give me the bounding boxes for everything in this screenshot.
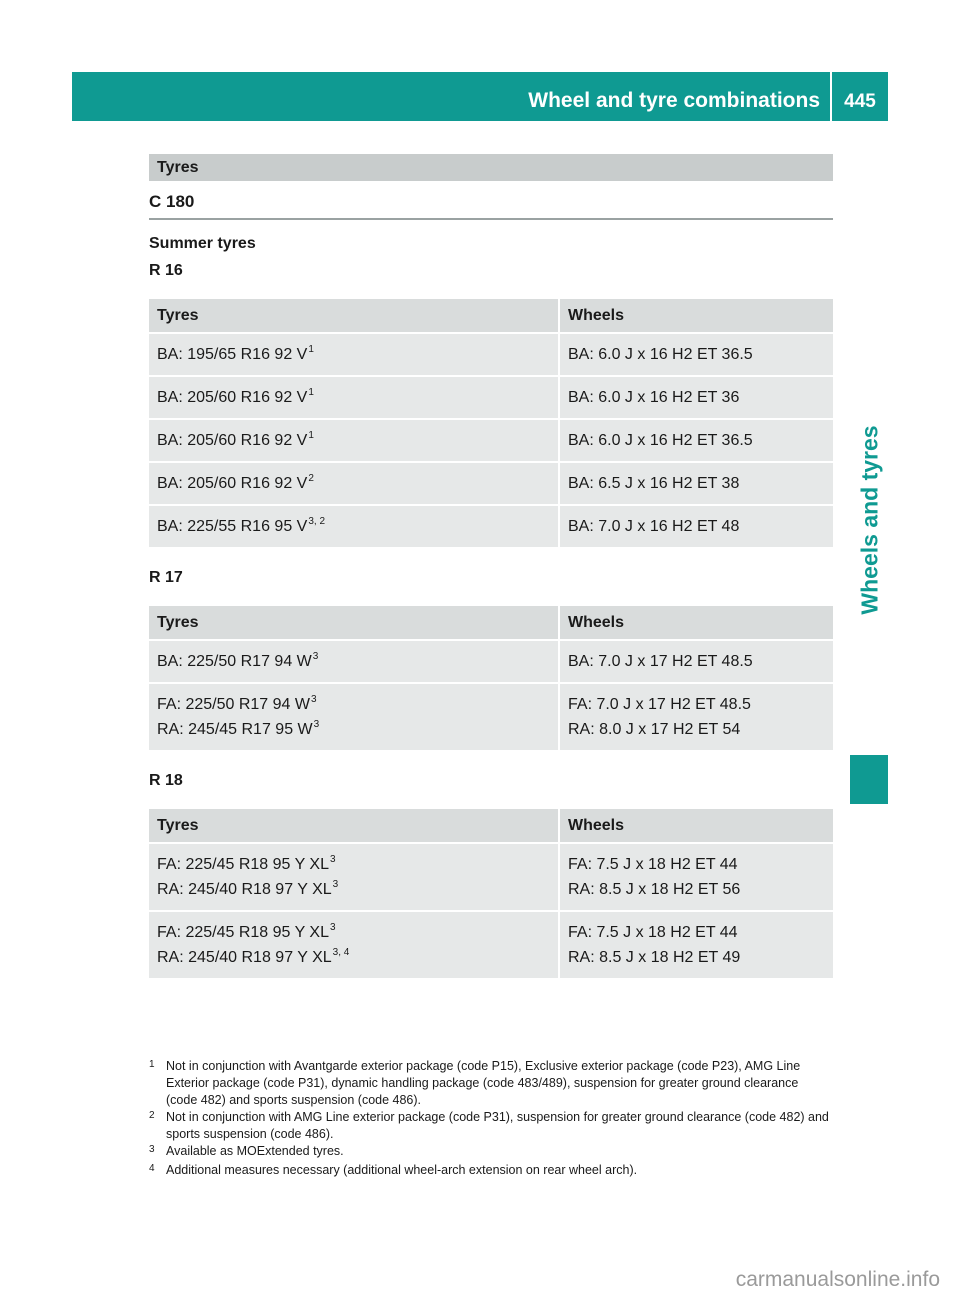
tyre-size — [157, 428, 550, 453]
footnote-ref: 3 — [332, 879, 339, 890]
footnotes — [149, 1058, 833, 1179]
header-bar — [72, 72, 888, 121]
tyre-size — [157, 471, 550, 496]
side-tab-label: Wheels and tyres — [856, 425, 883, 615]
tyre-size-text: BA: 225/55 R16 95 V — [157, 518, 308, 535]
footnote-number: 1 — [149, 1059, 155, 1070]
table-row — [149, 640, 833, 683]
wheel-cell — [559, 333, 833, 376]
tyre-size — [157, 385, 550, 410]
column-header-wheels: Wheels — [559, 606, 833, 640]
wheel-cell — [559, 843, 833, 911]
tyre-size — [157, 877, 550, 902]
tyre-size-text: RA: 245/40 R18 97 Y XL — [157, 881, 332, 898]
tyre-size-text: BA: 205/60 R16 92 V — [157, 432, 308, 449]
wheel-size: BA: 6.0 J x 16 H2 ET 36.5 — [568, 346, 753, 363]
rim-heading-r17: R 17 — [149, 569, 183, 586]
wheel-size: BA: 7.0 J x 17 H2 ET 48.5 — [568, 653, 753, 670]
tyre-size-text: FA: 225/45 R18 95 Y XL — [157, 856, 329, 873]
wheel-cell — [559, 376, 833, 419]
footnote — [149, 1162, 833, 1179]
wheel-cell — [559, 462, 833, 505]
table-header-row — [149, 299, 833, 333]
footnote-text: Not in conjunction with AMG Line exterior package (code P31), suspension for greater ground clearance (code 482) and sports suspension (code 486). — [166, 1110, 829, 1141]
tyre-cell — [149, 911, 559, 979]
footnote — [149, 1143, 833, 1160]
footnote-ref: 1 — [308, 430, 314, 441]
tyre-size-text: FA: 225/45 R18 95 Y XL — [157, 924, 329, 941]
table-row — [149, 843, 833, 911]
wheel-cell — [559, 505, 833, 548]
footnote-text: Additional measures necessary (additional wheel-arch extension on rear wheel arch). — [166, 1163, 638, 1177]
tyre-size — [157, 920, 550, 945]
wheel-cell — [559, 683, 833, 751]
table-row — [149, 911, 833, 979]
tyre-size — [157, 514, 550, 539]
tyre-cell — [149, 683, 559, 751]
watermark: carmanualsonline.info — [735, 1268, 940, 1291]
wheel-size: FA: 7.5 J x 18 H2 ET 44 — [568, 856, 738, 873]
wheel-size: RA: 8.0 J x 17 H2 ET 54 — [568, 721, 741, 738]
wheel-cell — [559, 911, 833, 979]
column-header-wheels: Wheels — [559, 299, 833, 333]
footnote — [149, 1109, 833, 1143]
wheel-size: RA: 8.5 J x 18 H2 ET 49 — [568, 949, 741, 966]
tyre-size-text: RA: 245/40 R18 97 Y XL — [157, 949, 332, 966]
wheel-size: FA: 7.5 J x 18 H2 ET 44 — [568, 924, 738, 941]
table-header-row — [149, 606, 833, 640]
tyre-cell — [149, 462, 559, 505]
tyre-size-text: RA: 245/45 R17 95 W — [157, 721, 313, 738]
tyre-table-r17 — [149, 606, 833, 752]
wheel-size: BA: 6.0 J x 16 H2 ET 36.5 — [568, 432, 753, 449]
tyre-size-text: BA: 195/65 R16 92 V — [157, 346, 308, 363]
footnote-ref: 1 — [308, 344, 314, 355]
tyre-size — [157, 649, 550, 674]
page-number: 445 — [844, 91, 876, 112]
tyre-size — [157, 342, 550, 367]
footnote-number: 4 — [149, 1163, 155, 1174]
table-row — [149, 462, 833, 505]
tyre-size-text: BA: 225/50 R17 94 W — [157, 653, 312, 670]
tyre-cell — [149, 505, 559, 548]
tyre-cell — [149, 843, 559, 911]
footnote-number: 2 — [149, 1110, 155, 1121]
footnote-number: 3 — [149, 1144, 155, 1155]
footnote-ref: 3 — [313, 719, 320, 730]
wheel-size: BA: 6.0 J x 16 H2 ET 36 — [568, 389, 740, 406]
footnote-ref: 3 — [310, 694, 317, 705]
table-row — [149, 376, 833, 419]
footnote-ref: 1 — [308, 387, 314, 398]
season-heading: Summer tyres — [149, 235, 256, 252]
main-content — [149, 154, 833, 980]
column-header-tyres: Tyres — [149, 299, 559, 333]
column-header-wheels: Wheels — [559, 809, 833, 843]
side-tab-marker — [850, 755, 888, 804]
wheel-cell — [559, 419, 833, 462]
tyre-table-r16 — [149, 299, 833, 549]
rim-heading-r16: R 16 — [149, 262, 183, 279]
table-header-row — [149, 809, 833, 843]
wheel-cell — [559, 640, 833, 683]
footnote-ref: 3, 4 — [332, 947, 350, 958]
tyre-cell — [149, 333, 559, 376]
tyre-size — [157, 852, 550, 877]
tyre-size — [157, 945, 550, 970]
tyre-size — [157, 692, 550, 717]
column-header-tyres: Tyres — [149, 809, 559, 843]
tyre-table-r18 — [149, 809, 833, 980]
tyre-cell — [149, 376, 559, 419]
footnote-text: Not in conjunction with Avantgarde exterior package (code P15), Exclusive exterior package (code P23), AMG Line Exterior package (code P31), dynamic handling package (code 483/489), suspension for greater ground clearance (code 482) and sports suspension (code 486). — [166, 1059, 801, 1107]
footnote — [149, 1058, 833, 1109]
wheel-size: BA: 7.0 J x 16 H2 ET 48 — [568, 518, 740, 535]
tyre-cell — [149, 419, 559, 462]
footnote-ref: 3, 2 — [308, 516, 326, 527]
tyre-size-text: BA: 205/60 R16 92 V — [157, 389, 308, 406]
section-band: Tyres — [149, 154, 833, 181]
footnote-ref: 2 — [308, 473, 314, 484]
footnote-ref: 3 — [329, 922, 336, 933]
footnote-text: Available as MOExtended tyres. — [166, 1144, 344, 1158]
page-title: Wheel and tyre combinations — [528, 89, 820, 112]
tyre-size-text: FA: 225/50 R17 94 W — [157, 696, 310, 713]
wheel-size: RA: 8.5 J x 18 H2 ET 56 — [568, 881, 741, 898]
footnote-ref: 3 — [329, 854, 336, 865]
wheel-size: FA: 7.0 J x 17 H2 ET 48.5 — [568, 696, 751, 713]
model-title: C 180 — [149, 192, 833, 220]
tyre-size — [157, 717, 550, 742]
table-row — [149, 333, 833, 376]
table-row — [149, 419, 833, 462]
column-header-tyres: Tyres — [149, 606, 559, 640]
table-row — [149, 683, 833, 751]
tyre-size-text: BA: 205/60 R16 92 V — [157, 475, 308, 492]
table-row — [149, 505, 833, 548]
tyre-cell — [149, 640, 559, 683]
rim-heading-r18: R 18 — [149, 772, 183, 789]
footnote-ref: 3 — [312, 651, 319, 662]
wheel-size: BA: 6.5 J x 16 H2 ET 38 — [568, 475, 740, 492]
